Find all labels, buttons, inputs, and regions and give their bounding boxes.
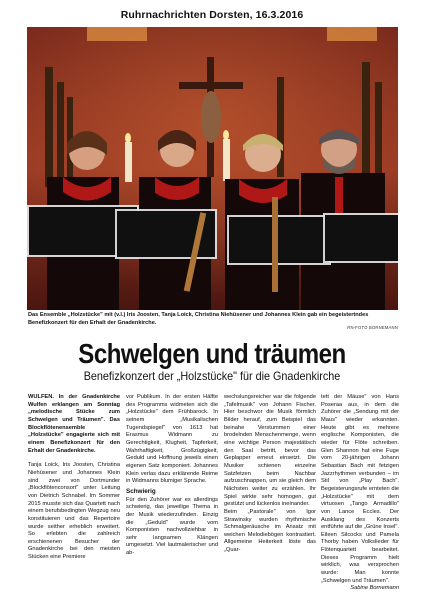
article-paragraph: tett der Mäuse" von Hans Poseraa aus, in dem die Zuhörer die „Sendung mit der Maus" wieder erkannten. Heute gibt es mehrere englische Komponisten, die wieder für Flöte schreiben. Glen Shannon hat eine Fuge vom 20-jährigen Johann Sebastian Bach mit fetzigen Jazzrhythmen verbunden – im Stil von „Play Bach". Begeisterungsrufe ernteten die „Holzstücke" mit dem virtuosen „Tango Armadillo" von Lance Eccles. Der Ausklang des Konzerts entführte auf die „Grüne Insel". Eileen Silcocks und Pamela Thorby haben Volkslieder für Flötenquartett bearbeitet. Dieses Programm hielt wirklich, was versprochen wurde: Man konnte „Schwelgen und Träumen". — [321, 394, 399, 584]
article-lead: WULFEN. In der Gnadenkirche Wulfen erklangen am Sonntag „melodische Stücke zum Schwelgen und Träumen". Das Blockflötenensemble „Holzstücke" engagierte sich mit einem Benefizkonzert für den Erhalt der Gnadenkirche. — [28, 394, 120, 454]
article-column-1 — [28, 394, 120, 562]
article-column-3 — [224, 394, 316, 555]
article-paragraph: vor Publikum. In der ersten Hälfte des Programms widmeten sich die „Holzstücke" dem Frühbarock. In seinem „Musikalischen Tugendspiegel" von 1613 hat Erasmus Widmann zu Gerechtigkeit, Klugheit, Tapferkeit, Wahrhaftigkeit, Großzügigkeit, Geduld und Hoffnung jeweils einen eigenen Satz komponiert. Johannes Klein verlas dazu erklärende Reime in Widmanns blumiger Sprache. — [126, 394, 218, 485]
article-column-4 — [321, 394, 399, 593]
ensemble-photo-illustration — [27, 27, 398, 310]
article-subheadline: Benefizkonzert der „Holzstücke" für die Gnadenkirche — [83, 369, 341, 383]
article-subheading: Schwierig — [126, 487, 156, 495]
photo-credit: RN-FOTO BORNEMANN — [347, 325, 398, 330]
article-paragraph: wechslungsreicher war die folgende „Tafelmusik" von Johann Fischer. Hier beschwor die Musik förmlich Bilder herauf, zum Beispiel das beinahe Verstummen einer brodelnden Menschenmenge, wenn eine wichtige Person majestätisch den Saal betritt, bevor das Geplapper erneut einsetzt. Die Musiker schienen einzelne Satzfetzen beim Nachbar aufzuschnappen, um sie gleich dem Nächsten weiter zu erzählen. Ihr Spiel wirkte sehr homogen, gut gestützt und lückenlos ineinander. — [224, 394, 316, 508]
article-paragraph: Für den Zuhörer war es allerdings schwierig, das jeweilige Thema in der Musik wiederzufinden. Einzig die „Geduld" wurde vom Komponisten nachvollziehbar in sehr langsamen Klängen umgesetzt. Viel lautmalerischer und ab- — [126, 496, 218, 557]
article-column-2 — [126, 394, 218, 558]
newspaper-masthead: Ruhrnachrichten Dorsten, 16.3.2016 — [120, 9, 304, 21]
article-paragraph: Tanja Loick, Iris Joosten, Christina Niehüsener und Johannes Klein sind zwei von Dortmunder „Blockflötenconsort" unter Leitung von Dietrich Schnabel. Im Sommer 2015 musste sich das Quartett nach einem berufsbedingten Wegzug neu konstituieren und das Repertoire wurde seither erheblich erweitert. So erlebten die zahlreich erschienenen Besucher der Gnadenkirche bei den meisten Stücken eine Premiere — [28, 462, 120, 561]
article-headline: Schwelgen und träumen — [78, 338, 346, 369]
article-paragraph: Beim „Pastorale" von Igor Strawinsky wurden rhythmische Schmalgeräusche im Ansatz mit weichen Melodiebögen kontrastiert. Allgemeine Heiterkeit löste das „Quar- — [224, 508, 316, 554]
article-author: Sabine Bornemann — [350, 585, 399, 592]
ensemble-photo — [27, 27, 398, 310]
photo-caption: Das Ensemble „Holzstücke" mit (v.l.) Iris Joosten, Tanja Loick, Christina Niehüsener und Johannes Klein gab ein begeistertndes Benefizkonzert für den Erhalt der Gnadenkirche. — [28, 312, 369, 326]
